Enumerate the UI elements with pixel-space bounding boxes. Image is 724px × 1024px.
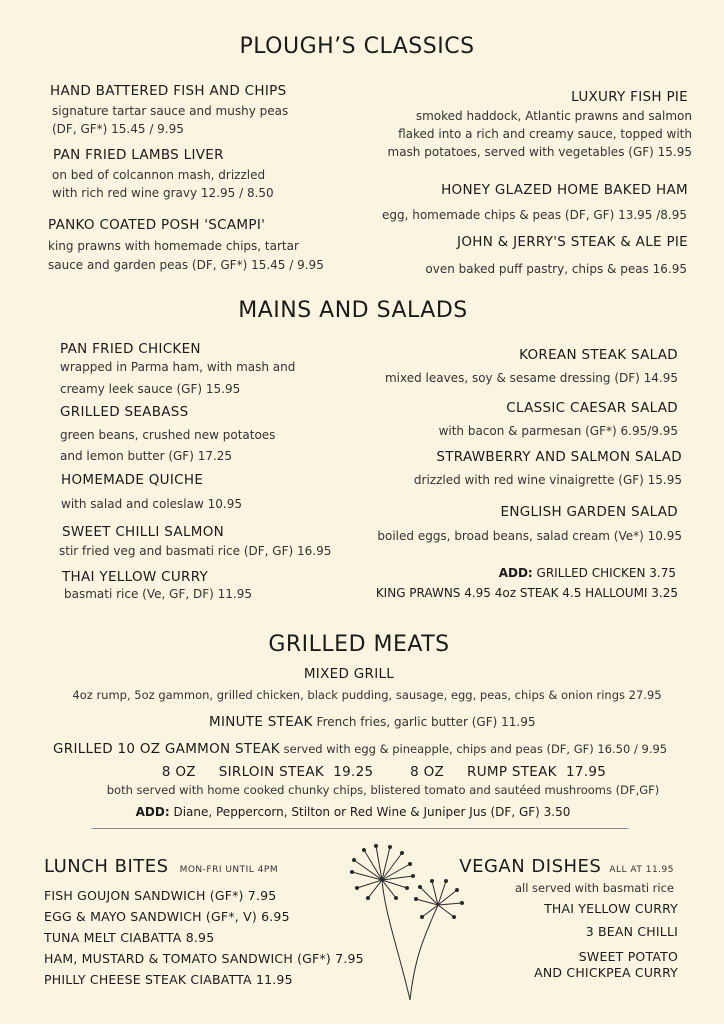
fish-pie-title: LUXURY FISH PIE bbox=[571, 89, 688, 105]
mains-add-chicken: GRILLED CHICKEN 3.75 bbox=[532, 566, 676, 580]
steaks-desc: both served with home cooked chunky chips, blistered tomato and sautéed mushrooms (DF,GF) bbox=[106, 783, 660, 797]
vegan-heading: VEGAN DISHES bbox=[459, 856, 602, 877]
mixed-grill-title: MIXED GRILL bbox=[303, 666, 395, 682]
quiche-desc: with salad and coleslaw 10.95 bbox=[61, 497, 242, 511]
fish-pie-desc-1: smoked haddock, Atlantic prawns and salmon bbox=[415, 109, 692, 123]
quiche-title: HOMEMADE QUICHE bbox=[61, 472, 204, 488]
grilled-add-label: ADD: bbox=[135, 805, 170, 819]
minute-steak-desc: French fries, garlic butter (GF) 11.95 bbox=[312, 715, 536, 729]
mains-heading: MAINS AND SALADS bbox=[238, 298, 468, 323]
lunch-heading: LUNCH BITES bbox=[44, 856, 169, 877]
salmon-desc: stir fried veg and basmati rice (DF, GF) 16.95 bbox=[59, 544, 332, 558]
scampi-price: sauce and garden peas (DF, GF*) 15.45 / 9.95 bbox=[48, 258, 324, 272]
steak-pie-title: JOHN & JERRY'S STEAK & ALE PIE bbox=[457, 234, 688, 250]
fish-chips-price: (DF, GF*) 15.45 / 9.95 bbox=[52, 122, 184, 136]
lunch-item: TUNA MELT CIABATTA 8.95 bbox=[44, 930, 215, 945]
gammon-desc: served with egg & pineapple, chips and peas (DF, GF) 16.50 / 9.95 bbox=[279, 742, 668, 756]
korean-title: KOREAN STEAK SALAD bbox=[519, 347, 678, 363]
lunch-item: PHILLY CHEESE STEAK CIABATTA 11.95 bbox=[44, 972, 293, 987]
vegan-item: 3 BEAN CHILLI bbox=[585, 924, 678, 939]
seabass-desc: green beans, crushed new potatoes bbox=[60, 428, 276, 442]
lambs-liver-title: PAN FRIED LAMBS LIVER bbox=[53, 147, 224, 163]
scampi-title: PANKO COATED POSH 'SCAMPI' bbox=[48, 217, 266, 233]
lambs-liver-price: with rich red wine gravy 12.95 / 8.50 bbox=[52, 186, 274, 200]
grilled-heading: GRILLED MEATS bbox=[268, 632, 450, 657]
caesar-title: CLASSIC CAESAR SALAD bbox=[506, 400, 678, 416]
fish-chips-title: HAND BATTERED FISH AND CHIPS bbox=[50, 83, 287, 99]
minute-steak-line bbox=[209, 711, 535, 731]
gammon-line bbox=[53, 738, 667, 758]
seabass-title: GRILLED SEABASS bbox=[60, 404, 189, 420]
ham-desc: egg, homemade chips & peas (DF, GF) 13.95 /8.95 bbox=[381, 208, 687, 222]
lunch-heading-line bbox=[44, 856, 278, 877]
ham-title: HONEY GLAZED HOME BAKED HAM bbox=[441, 182, 688, 198]
grilled-add-text: Diane, Peppercorn, Stilton or Red Wine & Juniper Jus (DF, GF) 3.50 bbox=[169, 805, 571, 819]
vegan-item: SWEET POTATO bbox=[578, 949, 678, 964]
strawberry-desc: drizzled with red wine vinaigrette (GF) 15.95 bbox=[413, 473, 682, 487]
strawberry-title: STRAWBERRY AND SALMON SALAD bbox=[436, 449, 682, 465]
vegan-subtitle: ALL AT 11.95 bbox=[609, 865, 674, 875]
lunch-item: FISH GOUJON SANDWICH (GF*) 7.95 bbox=[44, 888, 277, 903]
fish-pie-desc-2: flaked into a rich and creamy sauce, topped with bbox=[398, 127, 692, 141]
garden-desc: boiled eggs, broad beans, salad cream (Ve*) 10.95 bbox=[377, 529, 682, 543]
classics-heading: PLOUGH’S CLASSICS bbox=[239, 34, 475, 59]
chicken-price: creamy leek sauce (GF) 15.95 bbox=[60, 382, 241, 396]
section-divider bbox=[92, 828, 628, 829]
steak-pie-desc: oven baked puff pastry, chips & peas 16.95 bbox=[425, 262, 687, 276]
vegan-heading-line bbox=[459, 856, 674, 877]
curry-desc: basmati rice (Ve, GF, DF) 11.95 bbox=[64, 587, 252, 601]
lambs-liver-desc: on bed of colcannon mash, drizzled bbox=[52, 168, 266, 182]
steaks-line: 8 OZ SIRLOIN STEAK 19.25 8 OZ RUMP STEAK 17.95 bbox=[161, 764, 607, 780]
caesar-desc: with bacon & parmesan (GF*) 6.95/9.95 bbox=[438, 424, 678, 438]
mains-add-line-1 bbox=[499, 566, 676, 580]
fish-chips-desc: signature tartar sauce and mushy peas bbox=[52, 104, 289, 118]
lunch-item: HAM, MUSTARD & TOMATO SANDWICH (GF*) 7.95 bbox=[44, 951, 364, 966]
mains-add-label: ADD: bbox=[498, 566, 533, 580]
fish-pie-desc-3: mash potatoes, served with vegetables (GF) 15.95 bbox=[387, 145, 692, 159]
curry-title: THAI YELLOW CURRY bbox=[62, 569, 209, 585]
korean-desc: mixed leaves, soy & sesame dressing (DF) 14.95 bbox=[384, 371, 678, 385]
lunch-subtitle: MON-FRI UNTIL 4PM bbox=[179, 865, 279, 875]
lunch-item: EGG & MAYO SANDWICH (GF*, V) 6.95 bbox=[44, 909, 290, 924]
dandelion-illustration bbox=[330, 835, 480, 1005]
mixed-grill-desc: 4oz rump, 5oz gammon, grilled chicken, black pudding, sausage, egg, peas, chips & onion rings 27.95 bbox=[72, 688, 662, 702]
vegan-item: AND CHICKPEA CURRY bbox=[534, 965, 678, 980]
chicken-desc: wrapped in Parma ham, with mash and bbox=[60, 360, 296, 374]
minute-steak-title: MINUTE STEAK bbox=[209, 714, 313, 730]
salmon-title: SWEET CHILLI SALMON bbox=[62, 524, 225, 540]
mains-add-line-2: KING PRAWNS 4.95 4oz STEAK 4.5 HALLOUMI 3.25 bbox=[375, 586, 678, 600]
grilled-add-line bbox=[0, 805, 706, 819]
chicken-title: PAN FRIED CHICKEN bbox=[60, 341, 201, 357]
vegan-item: THAI YELLOW CURRY bbox=[544, 901, 678, 916]
scampi-desc: king prawns with homemade chips, tartar bbox=[48, 239, 299, 253]
vegan-note: all served with basmati rice bbox=[514, 881, 674, 895]
seabass-price: and lemon butter (GF) 17.25 bbox=[60, 449, 233, 463]
gammon-title: GRILLED 10 OZ GAMMON STEAK bbox=[53, 741, 280, 757]
garden-title: ENGLISH GARDEN SALAD bbox=[500, 504, 678, 520]
